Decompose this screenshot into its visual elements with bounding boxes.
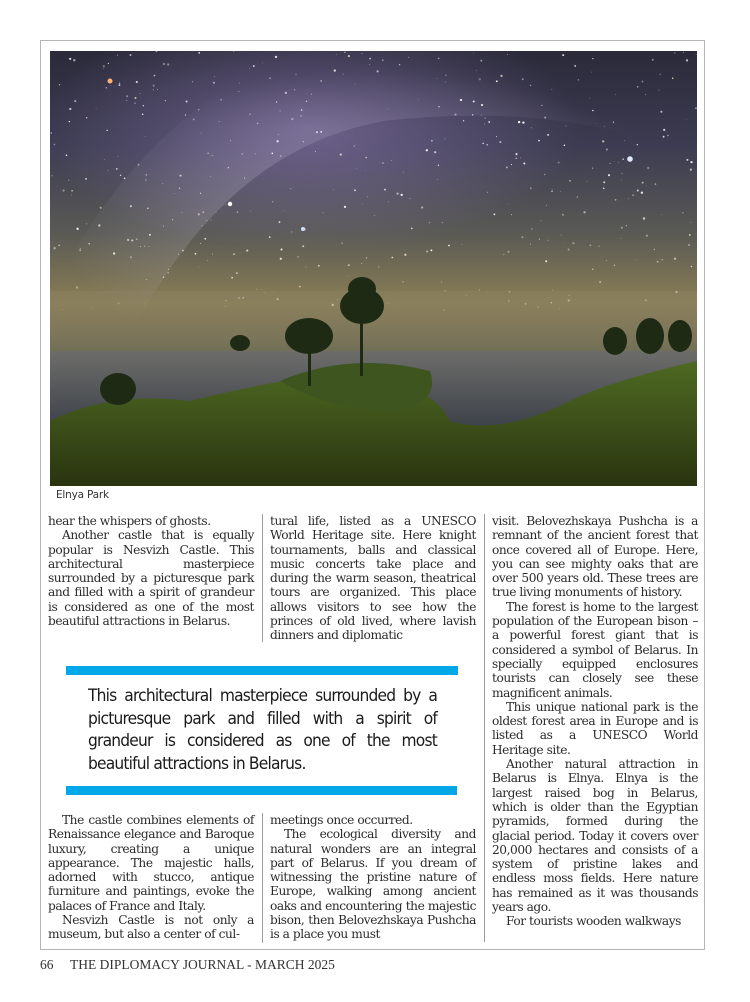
paragraph: tural life, listed as a UNESCO World Heritage site. Here knight tournaments, balls and classical music concerts take place and during the warm season, theatrical tours are organized. This place allows visitors to see how the princes of old lived, where lavish dinners and diplomatic <box>270 514 476 643</box>
column-1-bottom <box>48 813 254 942</box>
paragraph: visit. Belovezhskaya Pushcha is a remnant of the ancient forest that once covered all of Europe. Here, you can see mighty oaks that are over 500 years old. These trees are true living monuments of history. <box>492 514 698 600</box>
paragraph: The ecological diversity and natural wonders are an integral part of Belarus. If you dream of witnessing the pristine nature of Europe, walking among ancient oaks and encountering the majestic bison, then Belovezhskaya Pushcha is a place you must <box>270 827 476 942</box>
column-separator <box>262 514 263 642</box>
page-footer <box>40 957 335 973</box>
elnya-park-photo <box>50 51 697 486</box>
column-1-top <box>48 514 254 628</box>
column-2-top <box>270 514 476 643</box>
publication-title: THE DIPLOMACY JOURNAL - MARCH 2025 <box>70 957 335 972</box>
pull-quote-top-bar <box>66 666 458 675</box>
column-2-bottom <box>270 813 476 942</box>
paragraph: Nesvizh Castle is not only a museum, but also a center of cul- <box>48 913 254 942</box>
paragraph: This unique national park is the oldest forest area in Europe and is listed as a UNESCO World Heritage site. <box>492 699 698 757</box>
photo-caption: Elnya Park <box>56 489 109 501</box>
pull-quote: This architectural masterpiece surrounded by a picturesque park and filled with a spirit of grandeur is considered as one of the most beautiful attractions in Belarus. <box>88 686 437 774</box>
paragraph: For tourists wooden walkways <box>506 914 681 929</box>
pull-quote-bottom-bar <box>66 786 457 795</box>
page-number: 66 <box>40 957 54 972</box>
column-3 <box>492 514 698 929</box>
paragraph: Another castle that is equally popular is Nesvizh Castle. This architectural masterpiece surrounded by a picturesque park and filled with a spirit of grandeur is considered as one of the most beautiful attractions in Belarus. <box>48 528 254 629</box>
photo-illustration <box>50 51 697 486</box>
paragraph: meetings once occurred. <box>270 813 413 827</box>
column-separator <box>262 813 263 943</box>
paragraph: Another natural attraction in Belarus is Elnya. Elnya is the largest raised bog in Belarus, which is older than the Egyptian pyramids, formed during the glacial period. Today it covers over 20,000 hectares and consists of a system of pristine lakes and endless moss fields. Here nature has remained as it was thousands years ago. <box>492 757 698 915</box>
paragraph: The castle combines elements of Renaissance elegance and Baroque luxury, creating a unique appearance. The majestic halls, adorned with stucco, antique furniture and paintings, evoke the palaces of France and Italy. <box>48 813 254 913</box>
paragraph: hear the whispers of ghosts. <box>48 514 211 528</box>
paragraph: The forest is home to the largest population of the European bison – a powerful forest giant that is considered a symbol of Belarus. In specially equipped enclosures tourists can closely see these magnificent animals. <box>492 599 698 700</box>
column-separator <box>484 514 485 942</box>
